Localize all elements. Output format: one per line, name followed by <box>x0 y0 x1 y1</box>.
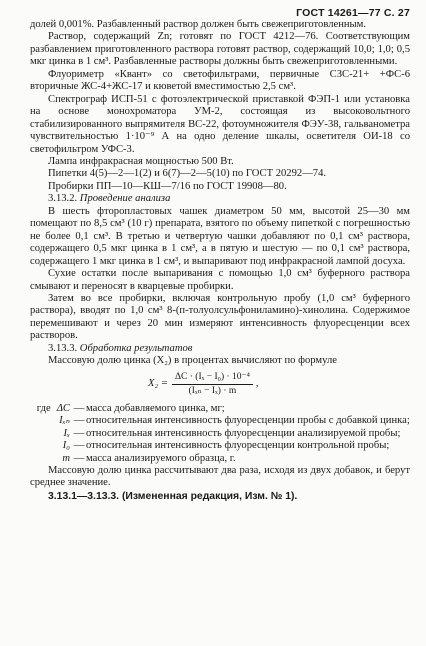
definition-dash: — <box>73 402 85 414</box>
definition-symbol-text: Iₓ <box>63 427 70 439</box>
amendment-note: 3.13.1—3.13.3. (Измененная редакция, Изм. № 1). <box>48 490 298 502</box>
paragraph-8: В шесть фторопластовых чашек диаметром 50 мм, высотой 25—30 мм помещают по 8,5 см³ (10 г) препарата, взятого по объему пипеткой с погрешностью не более 0,1 см³. В третью и четвертую чашки добавляют по 0,1 см³ раствора, содержащего 0,5 мкг цинка в 1 см³, а в пятую и шестую — по 0,1 см³ раствора, содержащего 1 мкг цинка в 1 см³, и выпаривают под инфракрасной лампой досуха. <box>30 205 410 267</box>
definition-symbol <box>30 453 72 465</box>
paragraph-9: Сухие остатки после выпаривания с помощью 1,0 см³ буферного раствора смывают и переносят в кварцевые пробирки. <box>30 268 410 292</box>
definition-symbol-text: I₀ <box>62 440 70 452</box>
formula-denominator: (Iₓₙ − Iₓ) · m <box>188 386 237 397</box>
definition-text: относительная интенсивность флуоресценции анализируемой пробы; <box>86 427 401 439</box>
paragraph-1: долей 0,001%. Разбавленный раствор должен быть свежеприготовленным. <box>30 19 367 30</box>
definition-dash: — <box>73 440 85 452</box>
definition-text: относительная интенсивность флуоресценции пробы с добавкой цинка; <box>86 415 410 427</box>
paragraph-12: Массовую долю цинка рассчитывают два раза, исходя из двух добавок, и берут среднее значение. <box>30 464 410 489</box>
paragraph-2: Раствор, содержащий Zn; готовят по ГОСТ 4212—76. Соответствующим разбавлением приготовленного раствора готовят раствор, содержащий 10,0; 1,0; 0,5 мкг цинка в 1 см³. Разбавленные растворы должны быть свежеприготовленными. <box>30 31 410 68</box>
definition-dash: — <box>73 427 85 439</box>
paragraph-4: Спектрограф ИСП-51 с фотоэлектрической приставкой ФЭП-1 или установка на основе монохроматора УМ-2, состоящая из высоковольтного стабилизированного выпрямителя ВС-22, фотоумножителя ФЭУ-38, гальванометра чувствительностью 1·10⁻⁹ А на одно деление шкалы, осветителя ОИ-18 со светофильтром УФС-3. <box>30 93 410 155</box>
paragraph-3: Флуориметр «Квант» со светофильтрами, первичные СЗС-21+ +ФС-6 вторичные ЖС-4+ЖС-17 и кюветой вместимостью 2,5 см³. <box>30 68 410 93</box>
definition-text: масса добавляемого цинка, мг; <box>86 402 225 414</box>
paragraph-11: Массовую долю цинка (X₂) в процентах вычисляют по формуле <box>48 355 337 367</box>
definition-symbol <box>30 403 72 415</box>
section-heading-3-13-2 <box>48 193 410 205</box>
paragraph-6: Пипетки 4(5)—2—1(2) и 6(7)—2—5(10) по ГОСТ 20292—74. <box>48 168 327 180</box>
definition-text: относительная интенсивность флуоресценции контрольной пробы; <box>86 440 390 452</box>
definition-symbol <box>30 440 72 452</box>
definition-symbol <box>30 428 72 440</box>
definition-symbol-text: ΔC <box>56 402 70 414</box>
paragraph-7: Пробирки ПП—10—КШ—7/16 по ГОСТ 19908—80. <box>48 180 287 192</box>
section-heading-3-13-3 <box>48 343 410 355</box>
section-number: 3.13.2. <box>48 193 78 205</box>
paragraph-10: Затем во все пробирки, включая контрольную пробу (1,0 см³ буферного раствора), вводят по 1,0 см³ 8-(п-толуолсульфониламино)-хинолина. Содержимое перемешивают и через 20 мин измеряют интенсивность флуоресценции всех растворов. <box>30 292 410 342</box>
formula-lhs: X₂ = <box>148 378 168 390</box>
formula-fraction <box>172 372 253 397</box>
definitions-lead: где <box>36 402 51 414</box>
formula <box>30 371 410 399</box>
formula-numerator: ΔC · (Iₓ − I₀) · 10⁻⁴ <box>172 372 253 385</box>
section-title: Проведение анализа <box>79 193 171 205</box>
formula-tail: , <box>255 378 259 390</box>
definition-dash: — <box>73 415 85 427</box>
section-title: Обработка результатов <box>79 342 193 354</box>
definition-symbol-text: m <box>62 452 70 464</box>
definition-text: масса анализируемого образца, г. <box>86 452 236 464</box>
paragraph-5: Лампа инфракрасная мощностью 500 Вт. <box>48 155 234 167</box>
section-number: 3.13.3. <box>48 342 78 354</box>
definition-symbol-text: Iₓₙ <box>59 415 70 427</box>
definitions-list <box>30 403 410 465</box>
page-header: ГОСТ 14261—77 С. 27 <box>296 7 410 19</box>
definition-symbol <box>30 415 72 427</box>
definition-dash: — <box>73 452 85 464</box>
